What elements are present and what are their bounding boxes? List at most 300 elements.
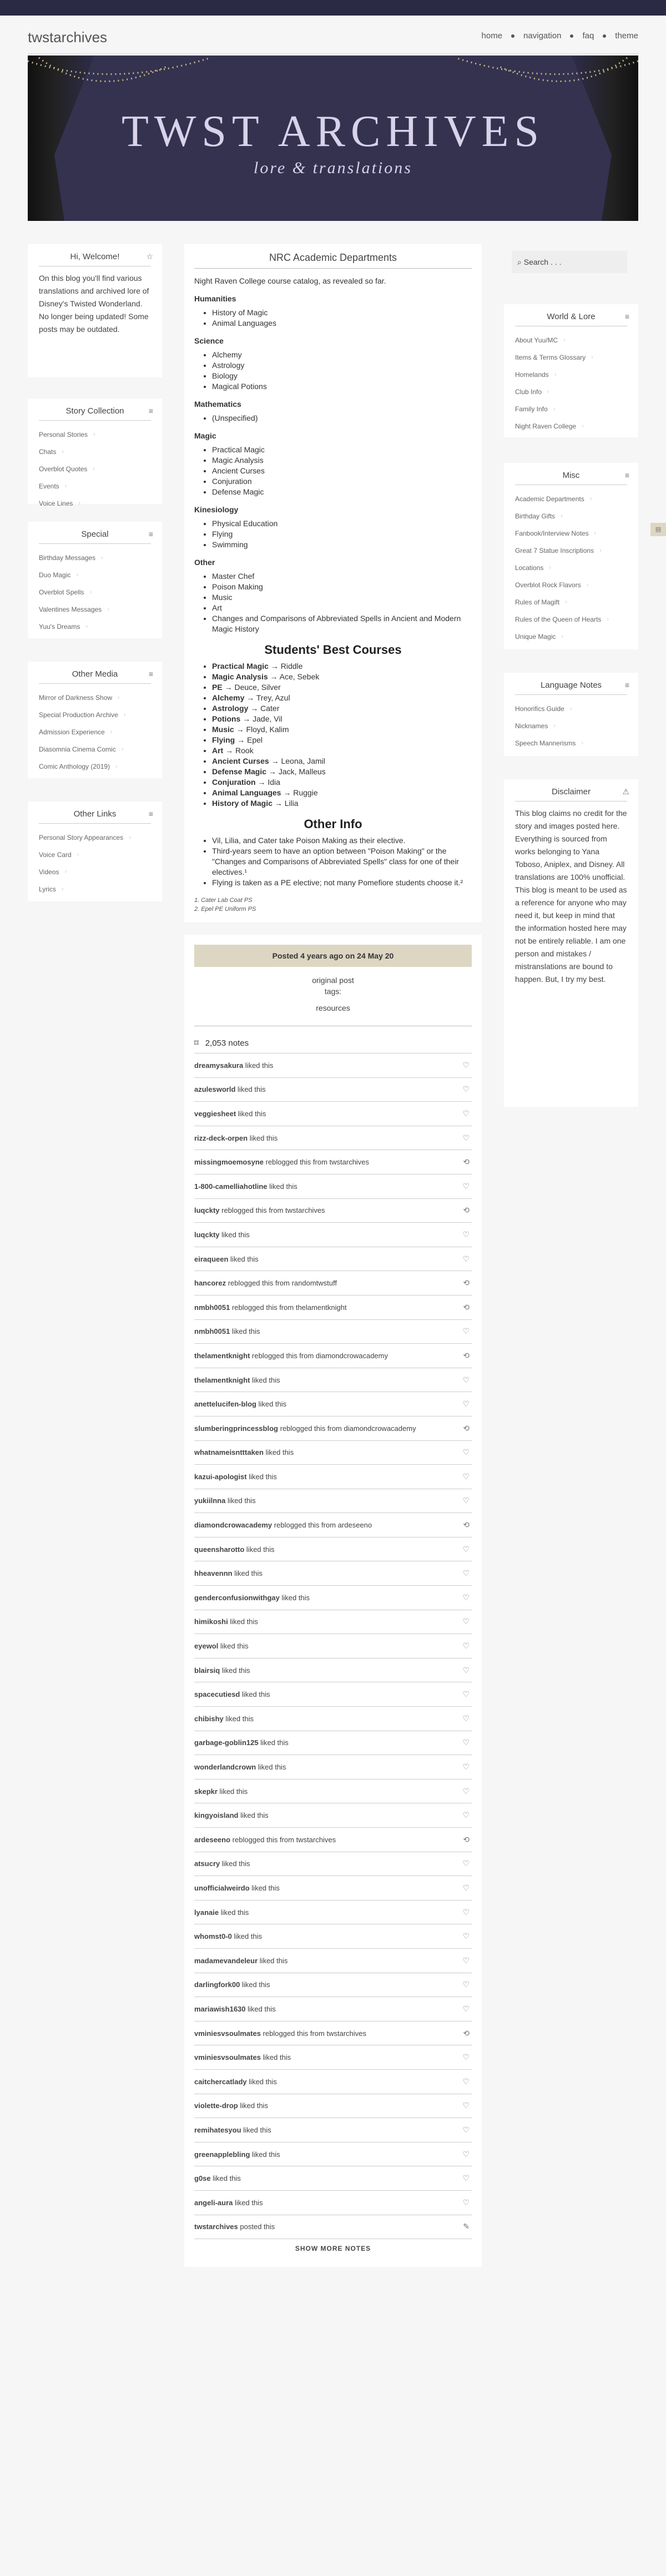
note-action: reblogged this from twstarchives — [232, 1835, 336, 1844]
note-text — [194, 1231, 250, 1239]
note-action: liked this — [240, 2101, 268, 2110]
heart-icon: ♡ — [462, 1108, 470, 1118]
links-item[interactable] — [39, 881, 151, 898]
heart-icon: ♡ — [462, 1932, 470, 1941]
note-username[interactable]: luqckty — [194, 1230, 220, 1239]
misc-item[interactable] — [515, 594, 627, 611]
misc-item[interactable] — [515, 525, 627, 542]
note-username[interactable]: skepkr — [194, 1787, 218, 1796]
media-item[interactable] — [39, 741, 151, 758]
side-tab[interactable]: ▤ — [650, 523, 666, 536]
search-icon: ⌕ — [517, 258, 522, 266]
heart-icon: ♡ — [462, 1060, 470, 1070]
links-title: Other Links — [73, 809, 117, 819]
dept-list — [194, 571, 472, 634]
dept-course: • Poison Making — [212, 582, 472, 592]
item-label: Unique Magic — [515, 633, 556, 641]
note-action: liked this — [220, 1908, 249, 1917]
dept-heading: Science — [194, 336, 224, 345]
note-item — [194, 1706, 472, 1731]
best-course-item: • Alchemy → Trey, Azul — [212, 693, 472, 703]
list-icon: ≡ — [148, 809, 153, 818]
note-item — [194, 1440, 472, 1465]
misc-title: Misc — [562, 471, 580, 480]
item-label: Nicknames — [515, 722, 548, 730]
note-item — [194, 1924, 472, 1948]
note-action: liked this — [231, 1327, 260, 1336]
item-label: Overblot Spells — [39, 588, 84, 596]
post-tags — [184, 975, 482, 1014]
note-text — [194, 1738, 289, 1747]
note-item — [194, 1803, 472, 1827]
note-username[interactable]: genderconfusionwithgay — [194, 1593, 280, 1602]
best-course-item: • Defense Magic → Jack, Malleus — [212, 767, 472, 777]
world-item[interactable] — [515, 384, 627, 401]
story-item[interactable] — [39, 461, 151, 478]
dept-list — [194, 445, 472, 497]
chevron-right-icon: › — [563, 337, 566, 344]
note-text — [194, 1182, 297, 1191]
note-text — [194, 1836, 336, 1844]
note-text — [194, 1255, 259, 1263]
chevron-right-icon: › — [89, 589, 92, 596]
note-text — [194, 1061, 273, 1070]
best-courses-heading: Students' Best Courses — [264, 643, 402, 657]
note-text — [194, 1376, 280, 1384]
chevron-right-icon: › — [553, 406, 556, 412]
note-username[interactable]: violette-drop — [194, 2101, 238, 2110]
tag-link[interactable]: resources — [316, 1004, 350, 1012]
site-header — [0, 16, 666, 54]
world-item[interactable] — [515, 332, 627, 349]
course-name: Magic Analysis — [212, 672, 268, 681]
note-text — [194, 1496, 256, 1505]
note-text — [194, 2126, 271, 2134]
welcome-widget — [28, 244, 162, 377]
links-item[interactable] — [39, 829, 151, 846]
item-label: Voice Card — [39, 851, 72, 859]
item-label: Overblot Quotes — [39, 465, 88, 473]
links-item[interactable] — [39, 864, 151, 881]
posted-date[interactable]: Posted 4 years ago on 24 May 20 — [194, 945, 472, 967]
course-name: Art — [212, 746, 224, 755]
story-item[interactable] — [39, 426, 151, 443]
note-username[interactable]: atsucry — [194, 1859, 220, 1868]
note-text — [194, 1206, 325, 1214]
pencil-icon: ✎ — [463, 2222, 470, 2231]
note-text — [194, 1957, 287, 1965]
nav-theme[interactable]: theme — [615, 31, 638, 41]
note-username[interactable]: chibishy — [194, 1714, 224, 1723]
misc-item[interactable] — [515, 611, 627, 628]
course-name: Potions — [212, 714, 241, 723]
note-username[interactable]: whomst0-0 — [194, 1932, 232, 1941]
other-info-list — [194, 835, 472, 888]
note-username[interactable]: slumberingprincessblog — [194, 1424, 278, 1433]
chevron-right-icon: › — [549, 564, 552, 571]
dept-heading: Magic — [194, 431, 216, 440]
lang-item[interactable] — [515, 718, 627, 735]
note-username[interactable]: dreamysakura — [194, 1061, 244, 1070]
note-username[interactable]: caitchercatlady — [194, 2077, 247, 2086]
post-meta — [184, 935, 482, 2267]
best-course-item: • Ancient Curses → Leona, Jamil — [212, 756, 472, 767]
note-action: posted this — [240, 2222, 275, 2231]
dept-course: • Master Chef — [212, 571, 472, 582]
chevron-right-icon: › — [599, 547, 602, 554]
note-username[interactable]: veggiesheet — [194, 1109, 236, 1118]
special-item[interactable] — [39, 618, 151, 636]
story-item[interactable] — [39, 443, 151, 461]
note-username[interactable]: eiraqueen — [194, 1254, 229, 1263]
chevron-right-icon: › — [581, 740, 584, 747]
note-username[interactable]: luqckty — [194, 1206, 220, 1215]
note-username[interactable]: madamevandeleur — [194, 1956, 258, 1965]
heart-icon: ♡ — [462, 1738, 470, 1747]
misc-item[interactable] — [515, 577, 627, 594]
note-username[interactable]: vminiesvsoulmates — [194, 2029, 261, 2038]
dept-course: • Alchemy — [212, 350, 472, 360]
note-item — [194, 1271, 472, 1295]
course-name: History of Magic — [212, 799, 273, 808]
note-username[interactable]: spacecutiesd — [194, 1690, 240, 1699]
note-username[interactable]: queensharotto — [194, 1545, 245, 1554]
note-username[interactable]: whatnameisntttaken — [194, 1448, 264, 1457]
note-action: liked this — [249, 1472, 277, 1481]
lang-item[interactable] — [515, 735, 627, 752]
media-item[interactable] — [39, 724, 151, 741]
note-username[interactable]: vminiesvsoulmates — [194, 2053, 261, 2062]
note-username[interactable]: hheavennn — [194, 1569, 233, 1578]
post — [184, 244, 482, 922]
chevron-right-icon: › — [607, 616, 609, 623]
heart-icon: ♡ — [462, 1690, 470, 1699]
chevron-right-icon: › — [61, 886, 64, 893]
misc-item[interactable] — [515, 628, 627, 646]
search-input[interactable] — [512, 251, 627, 273]
note-item — [194, 1779, 472, 1803]
special-item[interactable] — [39, 601, 151, 618]
note-action: liked this — [227, 1496, 256, 1505]
item-label: Personal Stories — [39, 431, 88, 438]
note-item — [194, 1368, 472, 1392]
other-info-item: • Third-years seem to have an option between "Poison Making" or the "Changes and Comparisons of Abbreviated Spells" class for one of their electives.¹ — [212, 846, 472, 878]
world-item[interactable] — [515, 366, 627, 384]
world-item[interactable] — [515, 401, 627, 418]
note-item — [194, 2021, 472, 2045]
note-username[interactable]: nmbh0051 — [194, 1327, 230, 1336]
nav-home[interactable]: home — [481, 31, 503, 41]
note-item — [194, 1513, 472, 1537]
note-text — [194, 1811, 269, 1819]
world-item[interactable] — [515, 349, 627, 366]
note-action: liked this — [238, 1109, 266, 1118]
special-item[interactable] — [39, 584, 151, 601]
note-username[interactable]: ardeseeno — [194, 1835, 231, 1844]
note-item — [194, 2190, 472, 2215]
footnote: 1. Cater Lab Coat PS — [194, 897, 253, 904]
course-name: Alchemy — [212, 693, 245, 702]
note-text — [194, 1569, 263, 1577]
note-username[interactable]: 1-800-camelliahotline — [194, 1182, 268, 1191]
course-name: Astrology — [212, 704, 249, 713]
reblog-icon: ⟲ — [463, 1278, 470, 1288]
note-action: liked this — [238, 1085, 266, 1094]
welcome-title — [28, 244, 162, 266]
search-placeholder: Search . . . — [523, 258, 562, 266]
item-label: Lyrics — [39, 885, 56, 893]
note-username[interactable]: twstarchives — [194, 2222, 238, 2231]
chevron-right-icon: › — [64, 869, 67, 875]
note-action: reblogged this from diamondcrowacademy — [252, 1351, 388, 1360]
dept-list — [194, 350, 472, 392]
note-action: liked this — [240, 1811, 269, 1820]
list-icon: ≡ — [624, 680, 629, 689]
heart-icon: ♡ — [462, 2004, 470, 2013]
special-item[interactable] — [39, 567, 151, 584]
media-item[interactable] — [39, 707, 151, 724]
item-label: Locations — [515, 564, 544, 572]
special-widget — [28, 522, 162, 638]
post-intro: Night Raven College course catalog, as revealed so far. — [194, 276, 386, 285]
note-username[interactable]: rizz-deck-orpen — [194, 1133, 248, 1142]
course-name: Flying — [212, 735, 235, 744]
heart-icon: ♡ — [462, 1448, 470, 1457]
chevron-right-icon: › — [547, 389, 549, 395]
note-item — [194, 2142, 472, 2166]
note-action: liked this — [260, 1738, 289, 1747]
notes-count: 2,053 notes — [205, 1038, 249, 1048]
note-text — [194, 2053, 291, 2061]
show-more-notes-button[interactable]: SHOW MORE NOTES — [194, 2239, 472, 2252]
chevron-right-icon: › — [93, 431, 95, 438]
dept-course: • Swimming — [212, 540, 472, 550]
dept-course: • History of Magic — [212, 307, 472, 318]
note-username[interactable]: blairsiq — [194, 1666, 220, 1675]
note-username[interactable]: nmbh0051 — [194, 1303, 230, 1312]
note-username[interactable]: kazui-apologist — [194, 1472, 247, 1481]
nav-navigation[interactable]: navigation — [523, 31, 562, 41]
note-username[interactable]: mariawish1630 — [194, 2004, 246, 2013]
course-name: Animal Languages — [212, 788, 281, 797]
chevron-right-icon: › — [565, 599, 567, 606]
footnotes — [194, 896, 472, 914]
note-item — [194, 2118, 472, 2142]
note-username[interactable]: himikoshi — [194, 1617, 228, 1626]
heart-icon: ♡ — [462, 1980, 470, 1989]
item-label: About Yuu/MC — [515, 336, 558, 344]
heart-icon: ♡ — [462, 1786, 470, 1796]
media-item[interactable] — [39, 689, 151, 707]
note-text — [194, 1134, 278, 1142]
note-username[interactable]: thelamentknight — [194, 1351, 250, 1360]
note-username[interactable]: g0se — [194, 2174, 211, 2183]
note-username[interactable]: lyanaie — [194, 1908, 219, 1917]
heart-icon: ♡ — [462, 1811, 470, 1820]
misc-item[interactable] — [515, 542, 627, 559]
note-username[interactable]: yukiilnna — [194, 1496, 226, 1505]
note-action: liked this — [242, 1690, 270, 1699]
item-label: Voice Lines — [39, 500, 73, 507]
best-course-item: • Music → Floyd, Kalim — [212, 724, 472, 735]
top-bar — [0, 0, 666, 16]
dept-course: • Flying — [212, 529, 472, 540]
note-username[interactable]: anettelucifen-blog — [194, 1400, 256, 1409]
list-icon: ≡ — [148, 669, 153, 678]
dept-course: • Magical Potions — [212, 381, 472, 392]
links-widget — [28, 801, 162, 901]
misc-item[interactable] — [515, 559, 627, 577]
list-icon: ≡ — [624, 312, 629, 321]
heart-icon: ♡ — [462, 1907, 470, 1917]
heart-icon: ♡ — [462, 1181, 470, 1191]
note-username[interactable]: azulesworld — [194, 1085, 236, 1094]
note-username[interactable]: wonderlandcrown — [194, 1763, 256, 1772]
note-action: liked this — [258, 1763, 286, 1772]
nav-faq[interactable]: faq — [582, 31, 594, 41]
note-item — [194, 1852, 472, 1876]
dept-course: • Physical Education — [212, 518, 472, 529]
heart-icon: ♡ — [462, 1859, 470, 1868]
note-username[interactable]: greenapplebling — [194, 2150, 250, 2159]
note-action: liked this — [225, 1714, 254, 1723]
note-username[interactable]: unofficialweirdo — [194, 1883, 250, 1892]
other-info-item: • Vil, Lilia, and Cater take Poison Making as their elective. — [212, 835, 472, 846]
note-item — [194, 1682, 472, 1706]
note-text — [194, 2150, 280, 2159]
chevron-right-icon: › — [85, 623, 88, 630]
note-action: liked this — [230, 1617, 258, 1626]
dept-course: • (Unspecified) — [212, 413, 472, 424]
reblog-icon: ⟲ — [463, 1834, 470, 1844]
note-username[interactable]: kingyoisland — [194, 1811, 239, 1820]
note-username[interactable]: darlingfork00 — [194, 1980, 240, 1989]
lang-item[interactable] — [515, 700, 627, 718]
note-username[interactable]: hancorez — [194, 1279, 226, 1288]
media-item[interactable] — [39, 758, 151, 775]
chevron-right-icon: › — [589, 496, 592, 502]
dept-course: • Conjuration — [212, 476, 472, 487]
note-action: liked this — [234, 2198, 263, 2207]
tags-label: tags: — [324, 987, 342, 996]
dept-course: • Ancient Curses — [212, 466, 472, 476]
dept-course: • Defense Magic — [212, 487, 472, 497]
misc-item[interactable] — [515, 508, 627, 525]
world-item[interactable] — [515, 418, 627, 435]
course-students: Lilia — [284, 799, 299, 808]
site-title[interactable]: twstarchives — [28, 29, 108, 46]
main-nav — [482, 31, 638, 41]
note-action: liked this — [230, 1254, 259, 1263]
heart-icon: ♡ — [462, 1592, 470, 1602]
course-name: PE — [212, 683, 223, 692]
note-text — [194, 1932, 262, 1940]
note-action: liked this — [265, 1448, 294, 1457]
best-course-item: • Practical Magic → Riddle — [212, 661, 472, 672]
note-username[interactable]: eyewol — [194, 1642, 219, 1651]
note-action: liked this — [234, 1569, 263, 1578]
heart-icon: ♡ — [462, 1399, 470, 1409]
dept-heading: Other — [194, 558, 215, 567]
course-students: Ace, Sebek — [279, 672, 320, 681]
item-label: Speech Mannerisms — [515, 739, 576, 747]
course-name: Defense Magic — [212, 767, 267, 776]
story-item[interactable] — [39, 495, 151, 512]
heart-icon: ♡ — [462, 1713, 470, 1723]
note-action: liked this — [221, 1666, 250, 1675]
note-username[interactable]: garbage-goblin125 — [194, 1738, 259, 1747]
note-item — [194, 1198, 472, 1223]
note-item — [194, 1973, 472, 1997]
item-label: Academic Departments — [515, 495, 584, 503]
media-list — [28, 684, 162, 781]
heart-icon: ♡ — [462, 1254, 470, 1263]
media-widget — [28, 662, 162, 778]
note-text — [194, 1448, 294, 1456]
chevron-right-icon: › — [77, 851, 79, 858]
note-text — [194, 1279, 337, 1287]
note-action: liked this — [249, 2077, 277, 2086]
note-item — [194, 1900, 472, 1924]
item-label: Honorifics Guide — [515, 705, 564, 713]
note-action: liked this — [281, 1593, 310, 1602]
list-icon: ≡ — [148, 530, 153, 538]
chevron-right-icon: › — [553, 723, 556, 729]
note-text — [194, 2174, 241, 2182]
reblog-icon: ⟲ — [463, 2028, 470, 2038]
note-username[interactable]: missingmoemosyne — [194, 1158, 264, 1167]
item-label: Birthday Messages — [39, 554, 96, 562]
special-item[interactable] — [39, 550, 151, 567]
note-action: liked this — [234, 1932, 263, 1941]
heart-icon: ♡ — [462, 1375, 470, 1384]
course-students: Jade, Vil — [253, 714, 282, 723]
note-text — [194, 2078, 277, 2086]
note-item — [194, 2045, 472, 2069]
note-item — [194, 1634, 472, 1658]
note-username[interactable]: angeli-aura — [194, 2198, 233, 2207]
heart-icon: ♡ — [462, 1327, 470, 1336]
heart-icon: ♡ — [462, 1496, 470, 1505]
original-post-link[interactable]: original post — [312, 976, 354, 985]
world-list — [504, 326, 638, 441]
note-username[interactable]: diamondcrowacademy — [194, 1521, 273, 1530]
best-course-item: • History of Magic → Lilia — [212, 798, 472, 809]
best-course-item: • Animal Languages → Ruggie — [212, 788, 472, 798]
course-students: Deuce, Silver — [234, 683, 281, 692]
list-icon: ≡ — [624, 471, 629, 480]
note-text — [194, 2199, 263, 2207]
misc-item[interactable] — [515, 491, 627, 508]
note-text — [194, 1594, 310, 1602]
item-label: Personal Story Appearances — [39, 834, 124, 841]
note-action: liked this — [252, 1375, 280, 1384]
chevron-right-icon: › — [586, 582, 589, 588]
note-action: liked this — [252, 2150, 280, 2159]
chevron-right-icon: › — [78, 500, 81, 507]
item-label: Mirror of Darkness Show — [39, 694, 113, 702]
chevron-right-icon: › — [561, 513, 563, 520]
note-username[interactable]: thelamentknight — [194, 1375, 250, 1384]
lang-title: Language Notes — [540, 680, 602, 690]
note-item — [194, 1392, 472, 1416]
links-item[interactable] — [39, 846, 151, 864]
note-action: liked this — [221, 1859, 250, 1868]
chevron-right-icon: › — [93, 466, 95, 472]
story-item[interactable] — [39, 478, 151, 495]
dept-course: • Animal Languages — [212, 318, 472, 329]
note-username[interactable]: remihatesyou — [194, 2125, 241, 2134]
